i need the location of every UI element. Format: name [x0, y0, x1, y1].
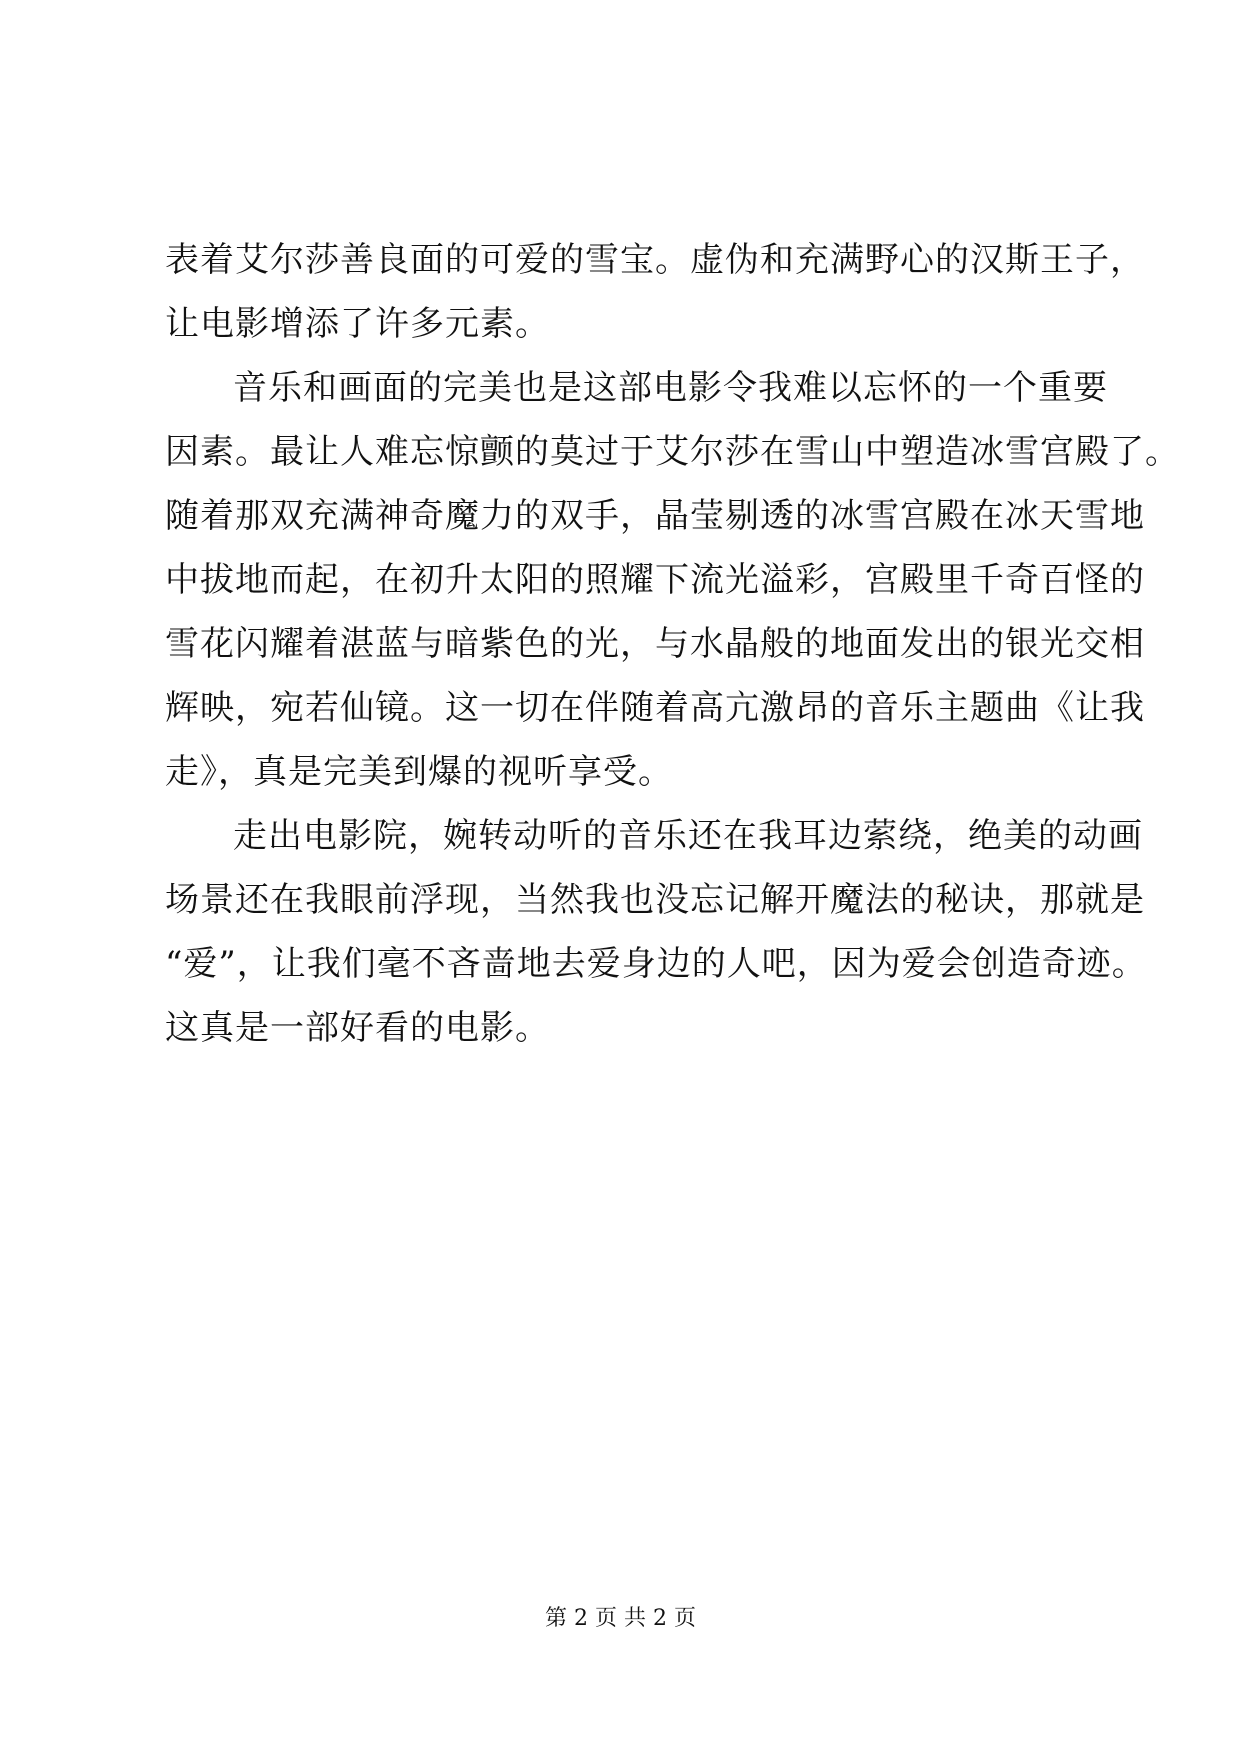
- paragraph-3: [165, 804, 1147, 1060]
- paragraph-1: [165, 228, 1145, 356]
- paragraph-line: 走》，真是完美到爆的视听享受。: [165, 752, 673, 792]
- paragraph-line: 辉映，宛若仙镜。这一切在伴随着高亢激昂的音乐主题曲《让我: [165, 688, 1145, 728]
- paragraph-line: 走出电影院，婉转动听的音乐还在我耳边萦绕，绝美的动画: [233, 816, 1143, 856]
- paragraph-line: 这真是一部好看的电影。: [165, 1008, 550, 1048]
- paragraph-line: 因素。最让人难忘惊颤的莫过于艾尔莎在雪山中塑造冰雪宫殿了。: [165, 432, 1180, 472]
- paragraph-line: 随着那双充满神奇魔力的双手，晶莹剔透的冰雪宫殿在冰天雪地: [165, 496, 1145, 536]
- paragraph-line: 表着艾尔莎善良面的可爱的雪宝。虚伪和充满野心的汉斯王子，: [165, 240, 1145, 280]
- paragraph-line: 让电影增添了许多元素。: [165, 304, 550, 344]
- paragraph-line: “爱”，让我们毫不吝啬地去爱身边的人吧，因为爱会创造奇迹。: [165, 944, 1147, 984]
- body-text: [165, 228, 1180, 1060]
- page-number-footer: 第 2 页 共 2 页: [545, 1606, 696, 1631]
- paragraph-line: 场景还在我眼前浮现，当然我也没忘记解开魔法的秘诀，那就是: [165, 880, 1145, 920]
- paragraph-line: 中拔地而起，在初升太阳的照耀下流光溢彩，宫殿里千奇百怪的: [165, 560, 1145, 600]
- paragraph-line: 雪花闪耀着湛蓝与暗紫色的光，与水晶般的地面发出的银光交相: [165, 624, 1145, 664]
- paragraph-2: [165, 356, 1180, 804]
- paragraph-line: 音乐和画面的完美也是这部电影令我难以忘怀的一个重要: [233, 368, 1108, 408]
